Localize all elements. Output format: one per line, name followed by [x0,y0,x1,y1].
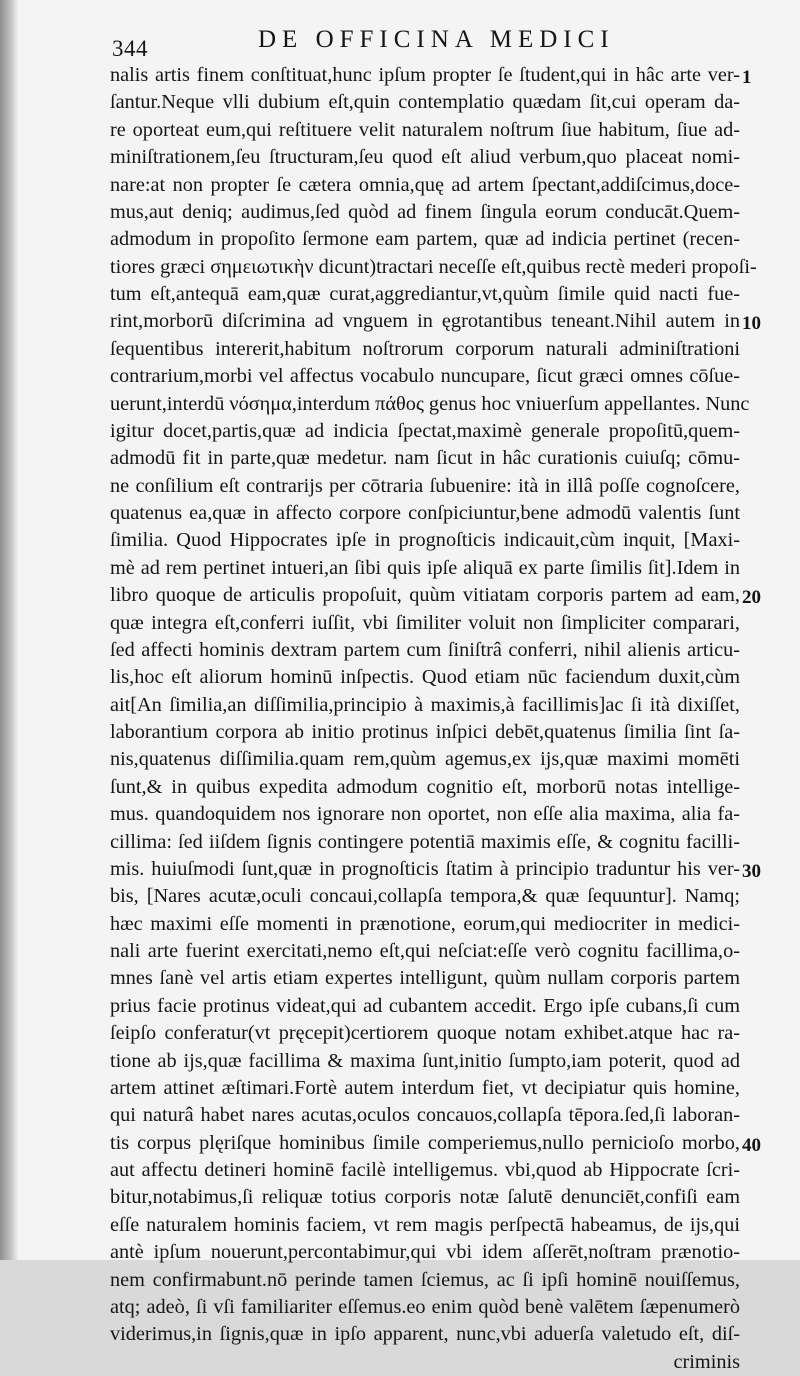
text-line: nem confirmabunt.nō perinde tamen ſciemus, ac ſi ipſi hominē nouiſſemus, [110,1268,740,1291]
text-line: quæ integra eſt,conferri iuſſit, vbi ſimiliter voluit non ſimpliciter comparari, [110,611,740,634]
text-line: cillima: ſed iiſdem ſignis contingere potentiā maximis eſſe, & cognitu facilli- [110,830,740,853]
text-line: ſimilia. Quod Hippocrates ipſe in prognoſticis indicauit,cùm inquit, [Maxi- [110,529,740,552]
text-line: prius facie protinus videat,qui ad cubantem accedit. Ergo ipſe cubans,ſi cum [110,994,740,1017]
text-line: tione ab ijs,quæ facillima & maxima ſunt,initio ſumpto,iam poterit, quod ad [110,1049,740,1072]
text-line: ſantur.Neque vlli dubium eſt,quin contemplatio quædam ſit,cui operam da- [110,91,740,114]
text-line: eſſe naturalem hominis faciem, vt rem magis perſpectā habeamus, de ijs,qui [110,1213,740,1236]
text-line: nalis artis finem conſtituat,hunc ipſum propter ſe ſtudent,qui in hâc arte ver- [110,64,740,86]
running-head: DE OFFICINA MEDICI [258,26,615,53]
text-line: admodum in propoſito ſermone eam partem, quæ ad indicia pertinet (recen- [110,228,740,251]
page-header [112,26,672,66]
text-line: libro quoque de articulis propoſuit, quùm vitiatam corporis partem ad eam, [110,584,740,607]
text-line: qui naturâ habet nares acutas,oculos concauos,collapſa tēpora.ſed,ſi laboran- [110,1104,740,1127]
text-line: laborantium corpora ab initio protinus inſpici debēt,quatenus ſimilia ſint ſa- [110,721,740,743]
text-line: mus. quandoquidem nos ignorare non oportet, non eſſe alia maxima, alia fa- [110,803,740,826]
text-line: viderimus,in ſignis,quæ in ipſo apparent, nunc,vbi aduerſa valetudo eſt, diſ- [110,1323,740,1346]
text-line: atq; adeò, ſi vſi familiariter eſſemus.eo enim quòd benè valētem ſæpenumerò [110,1295,740,1318]
text-line: rint,morborū diſcrimina ad vnguem in ęgrotantibus teneant.Nihil autem in [110,310,740,333]
margin-line-number: 10 [742,313,761,335]
text-line: ſequentibus intererit,habitum noſtrorum corporum naturali adminiſtrationi [110,337,740,360]
text-line: mnes ſanè vel artis etiam expertes intelligunt, quùm nullam corporis partem [110,967,740,990]
text-line: ſeipſo conferatur(vt pręcepit)certiorem quoque notam exhibet.atque hac ra- [110,1022,740,1045]
text-line: quatenus ea,quæ in affecto corpore conſpiciuntur,bene admodū valentis ſunt [110,502,740,524]
text-line: lis,hoc eſt aliorum hominū inſpectis. Quod etiam nūc faciendum duxit,cùm [110,666,740,689]
text-line: bitur,notabimus,ſi reliquæ totius corporis notæ ſalutē denunciēt,confiſi eam [110,1186,740,1209]
text-line: re oporteat eum,qui reſtituere velit naturalem noſtrum ſiue habitum, ſiue ad- [110,118,740,141]
text-line: nare:at non propter ſe cætera omnia,quę ad artem ſpectant,addiſcimus,doce- [110,173,740,196]
text-line: nali arte fuerint exercitati,nemo eſt,qui neſciat:eſſe verò cognitu facillima,o- [110,940,740,962]
text-line: mè ad rem pertinet intueri,an ſibi quis ipſe aliquā ex parte ſimilis ſit].Idem in [110,556,740,579]
text-line: criminis [673,1350,740,1373]
text-line: tiores græci σημειωτικὴν dicunt)tractari neceſſe eſt,quibus rectè mederi propoſi- [110,255,757,278]
text-line: mis. huiuſmodi ſunt,quæ in prognoſticis ſtatim à principio traduntur his ver- [110,857,740,880]
text-line: antè ipſum nouerunt,percontabimur,qui vbi idem aſſerēt,noſtram prænotio- [110,1241,740,1264]
text-line: bis, [Nares acutæ,oculi concaui,collapſa tempora,& quæ ſequuntur]. Namq; [110,885,740,908]
text-line: ait[An ſimilia,an diſſimilia,principio à maximis,à facillimis]ac ſi ità dixiſſet, [110,693,740,716]
text-line: uerunt,interdū νόσημα,interdum πάθος genus hoc vniuerſum appellantes. Nunc [110,392,750,415]
text-line: artem attinet æſtimari.Fortè autem interdum fiet, vt decipiatur quis homine, [110,1076,740,1099]
text-line: tum eſt,antequā eam,quæ curat,aggrediantur,vt,quùm ſimile quid nacti fue- [110,283,740,305]
text-line: hæc maximi eſſe momenti in prænotione, eorum,qui mediocriter in medici- [110,912,740,935]
text-line: ſed affecti hominis dextram partem cum ſiniſtrâ conferri, nihil alienis articu- [110,638,740,661]
text-line: admodū fit in parte,quæ medetur. nam ſicut in hâc curationis cuiuſq; cōmu- [110,447,740,470]
margin-line-number: 1 [742,67,752,88]
text-line: ſunt,& in quibus expedita admodum cognitio eſt, morborū notas intellige- [110,775,740,798]
text-line: ne conſilium eſt contrarijs per cōtraria ſubuenire: ità in illâ poſſe cognoſcere, [110,474,740,497]
margin-line-number: 40 [742,1134,761,1156]
margin-line-number: 30 [742,861,761,883]
binding-gutter-shadow [0,0,18,1260]
text-line: mus,aut deniq; audimus,ſed quòd ad finem ſingula eorum conducāt.Quem- [110,200,740,223]
text-line: miniſtrationem,ſeu ſtructuram,ſeu quod eſt aliud verbum,quo placeat nomi- [110,146,740,169]
text-line: tis corpus plęriſque hominibus ſimile comperiemus,nullo pernicioſo morbo, [110,1131,740,1154]
text-line: nis,quatenus diſſimilia.quam rem,quùm agemus,ex ijs,quæ maximi momēti [110,748,740,771]
text-line: contrarium,morbi vel affectus vocabulo nuncupare, ſicut græci omnes cōſue- [110,365,740,388]
text-line: aut affectu detineri hominē facilè intelligemus. vbi,quod ab Hippocrate ſcri- [110,1159,740,1181]
text-line: igitur docet,partis,quæ ad indicia ſpectat,maximè generale propoſitū,quem- [110,419,740,442]
page-number: 344 [112,36,148,61]
margin-line-number: 20 [742,587,761,609]
